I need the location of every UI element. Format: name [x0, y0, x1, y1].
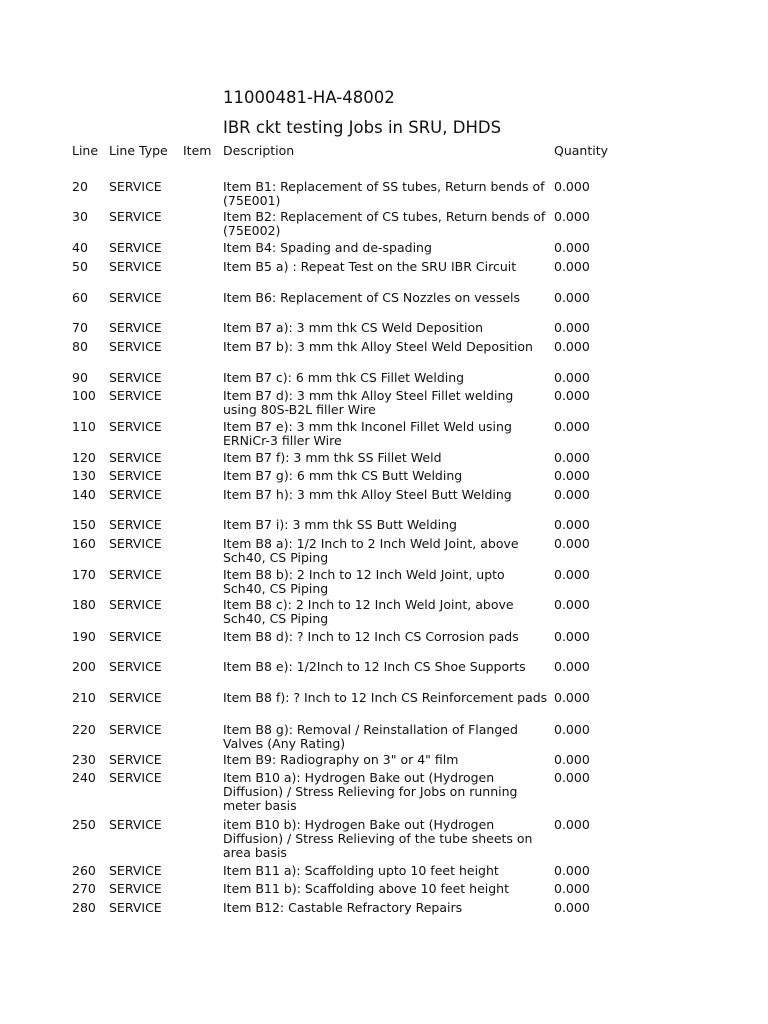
- description: Item B5 a) : Repeat Test on the SRU IBR Circuit: [223, 259, 517, 274]
- quantity: 0.000: [554, 659, 590, 674]
- line-type: SERVICE: [109, 388, 162, 403]
- description: Item B7 f): 3 mm thk SS Fillet Weld: [223, 450, 442, 465]
- line-number: 90: [72, 370, 88, 385]
- line-type: SERVICE: [109, 597, 162, 612]
- line-type: SERVICE: [109, 752, 162, 767]
- quantity: 0.000: [554, 370, 590, 385]
- line-type: SERVICE: [109, 722, 162, 737]
- line-type: SERVICE: [109, 450, 162, 465]
- description: Item B10 a): Hydrogen Bake out (Hydrogen Diffusion) / Stress Relieving for Jobs on running meter basis: [223, 770, 518, 813]
- quantity: 0.000: [554, 597, 590, 612]
- line-type: SERVICE: [109, 900, 162, 915]
- line-type: SERVICE: [109, 487, 162, 502]
- quantity: 0.000: [554, 722, 590, 737]
- description: Item B7 c): 6 mm thk CS Fillet Welding: [223, 370, 465, 385]
- line-type: SERVICE: [109, 259, 162, 274]
- description: Item B11 a): Scaffolding upto 10 feet height: [223, 863, 499, 878]
- header-quantity: Quantity: [554, 143, 609, 158]
- line-number: 140: [72, 487, 96, 502]
- description: Item B8 g): Removal / Reinstallation of Flanged Valves (Any Rating): [223, 722, 518, 751]
- quantity: 0.000: [554, 419, 590, 434]
- header-line-type: Line Type: [109, 143, 168, 158]
- line-type: SERVICE: [109, 659, 162, 674]
- description: Item B4: Spading and de-spading: [223, 240, 432, 255]
- description: Item B8 e): 1/2Inch to 12 Inch CS Shoe Supports: [223, 659, 526, 674]
- quantity: 0.000: [554, 863, 590, 878]
- line-number: 230: [72, 752, 96, 767]
- quantity: 0.000: [554, 179, 590, 194]
- line-number: 50: [72, 259, 88, 274]
- quantity: 0.000: [554, 487, 590, 502]
- description: Item B7 h): 3 mm thk Alloy Steel Butt Welding: [223, 487, 512, 502]
- description: Item B6: Replacement of CS Nozzles on vessels: [223, 290, 521, 305]
- quantity: 0.000: [554, 468, 590, 483]
- quantity: 0.000: [554, 259, 590, 274]
- line-type: SERVICE: [109, 567, 162, 582]
- line-number: 280: [72, 900, 96, 915]
- quantity: 0.000: [554, 320, 590, 335]
- description: Item B8 b): 2 Inch to 12 Inch Weld Joint, upto Sch40, CS Piping: [223, 567, 505, 596]
- line-number: 130: [72, 468, 96, 483]
- description: Item B11 b): Scaffolding above 10 feet height: [223, 881, 509, 896]
- line-number: 180: [72, 597, 96, 612]
- description: Item B12: Castable Refractory Repairs: [223, 900, 463, 915]
- line-type: SERVICE: [109, 536, 162, 551]
- line-type: SERVICE: [109, 863, 162, 878]
- line-number: 190: [72, 629, 96, 644]
- description: Item B7 a): 3 mm thk CS Weld Deposition: [223, 320, 484, 335]
- quantity: 0.000: [554, 339, 590, 354]
- description: Item B7 i): 3 mm thk SS Butt Welding: [223, 517, 457, 532]
- quantity: 0.000: [554, 290, 590, 305]
- line-number: 40: [72, 240, 88, 255]
- quantity: 0.000: [554, 690, 590, 705]
- line-type: SERVICE: [109, 240, 162, 255]
- description: Item B8 f): ? Inch to 12 Inch CS Reinforcement pads: [223, 690, 548, 705]
- description: Item B1: Replacement of SS tubes, Return bends of (75E001): [223, 179, 545, 208]
- line-number: 220: [72, 722, 96, 737]
- line-type: SERVICE: [109, 517, 162, 532]
- line-number: 70: [72, 320, 88, 335]
- line-type: SERVICE: [109, 370, 162, 385]
- line-type: SERVICE: [109, 881, 162, 896]
- line-type: SERVICE: [109, 209, 162, 224]
- line-type: SERVICE: [109, 339, 162, 354]
- header-item: Item: [183, 143, 212, 158]
- line-number: 100: [72, 388, 96, 403]
- quantity: 0.000: [554, 517, 590, 532]
- line-type: SERVICE: [109, 320, 162, 335]
- quantity: 0.000: [554, 388, 590, 403]
- quantity: 0.000: [554, 881, 590, 896]
- quantity: 0.000: [554, 770, 590, 785]
- line-number: 110: [72, 419, 96, 434]
- description: Item B7 b): 3 mm thk Alloy Steel Weld Deposition: [223, 339, 533, 354]
- line-number: 210: [72, 690, 96, 705]
- document-number: 11000481-HA-48002: [223, 88, 395, 107]
- line-number: 260: [72, 863, 96, 878]
- header-description: Description: [223, 143, 295, 158]
- line-type: SERVICE: [109, 770, 162, 785]
- description: Item B8 c): 2 Inch to 12 Inch Weld Joint, above Sch40, CS Piping: [223, 597, 514, 626]
- description: Item B2: Replacement of CS tubes, Return bends of (75E002): [223, 209, 546, 238]
- quantity: 0.000: [554, 536, 590, 551]
- line-number: 60: [72, 290, 88, 305]
- line-type: SERVICE: [109, 179, 162, 194]
- line-type: SERVICE: [109, 817, 162, 832]
- quantity: 0.000: [554, 629, 590, 644]
- line-number: 160: [72, 536, 96, 551]
- description: Item B7 d): 3 mm thk Alloy Steel Fillet welding using 80S-B2L filler Wire: [223, 388, 514, 417]
- document-title: IBR ckt testing Jobs in SRU, DHDS: [223, 118, 502, 137]
- line-type: SERVICE: [109, 468, 162, 483]
- quantity: 0.000: [554, 450, 590, 465]
- line-number: 150: [72, 517, 96, 532]
- line-number: 270: [72, 881, 96, 896]
- line-number: 240: [72, 770, 96, 785]
- description: item B10 b): Hydrogen Bake out (Hydrogen Diffusion) / Stress Relieving of the tube sheets on area basis: [223, 817, 533, 860]
- line-type: SERVICE: [109, 290, 162, 305]
- description: Item B8 a): 1/2 Inch to 2 Inch Weld Joint, above Sch40, CS Piping: [223, 536, 519, 565]
- line-type: SERVICE: [109, 690, 162, 705]
- line-number: 80: [72, 339, 88, 354]
- description: Item B8 d): ? Inch to 12 Inch CS Corrosion pads: [223, 629, 519, 644]
- line-number: 120: [72, 450, 96, 465]
- quantity: 0.000: [554, 240, 590, 255]
- quantity: 0.000: [554, 567, 590, 582]
- line-number: 30: [72, 209, 88, 224]
- header-line: Line: [72, 143, 99, 158]
- line-number: 200: [72, 659, 96, 674]
- line-number: 250: [72, 817, 96, 832]
- description: Item B7 g): 6 mm thk CS Butt Welding: [223, 468, 463, 483]
- line-number: 170: [72, 567, 96, 582]
- quantity: 0.000: [554, 817, 590, 832]
- line-type: SERVICE: [109, 419, 162, 434]
- line-number: 20: [72, 179, 88, 194]
- description: Item B7 e): 3 mm thk Inconel Fillet Weld using ERNiCr-3 filler Wire: [223, 419, 512, 448]
- quantity: 0.000: [554, 900, 590, 915]
- line-type: SERVICE: [109, 629, 162, 644]
- description: Item B9: Radiography on 3" or 4" film: [223, 752, 459, 767]
- quantity: 0.000: [554, 209, 590, 224]
- quantity: 0.000: [554, 752, 590, 767]
